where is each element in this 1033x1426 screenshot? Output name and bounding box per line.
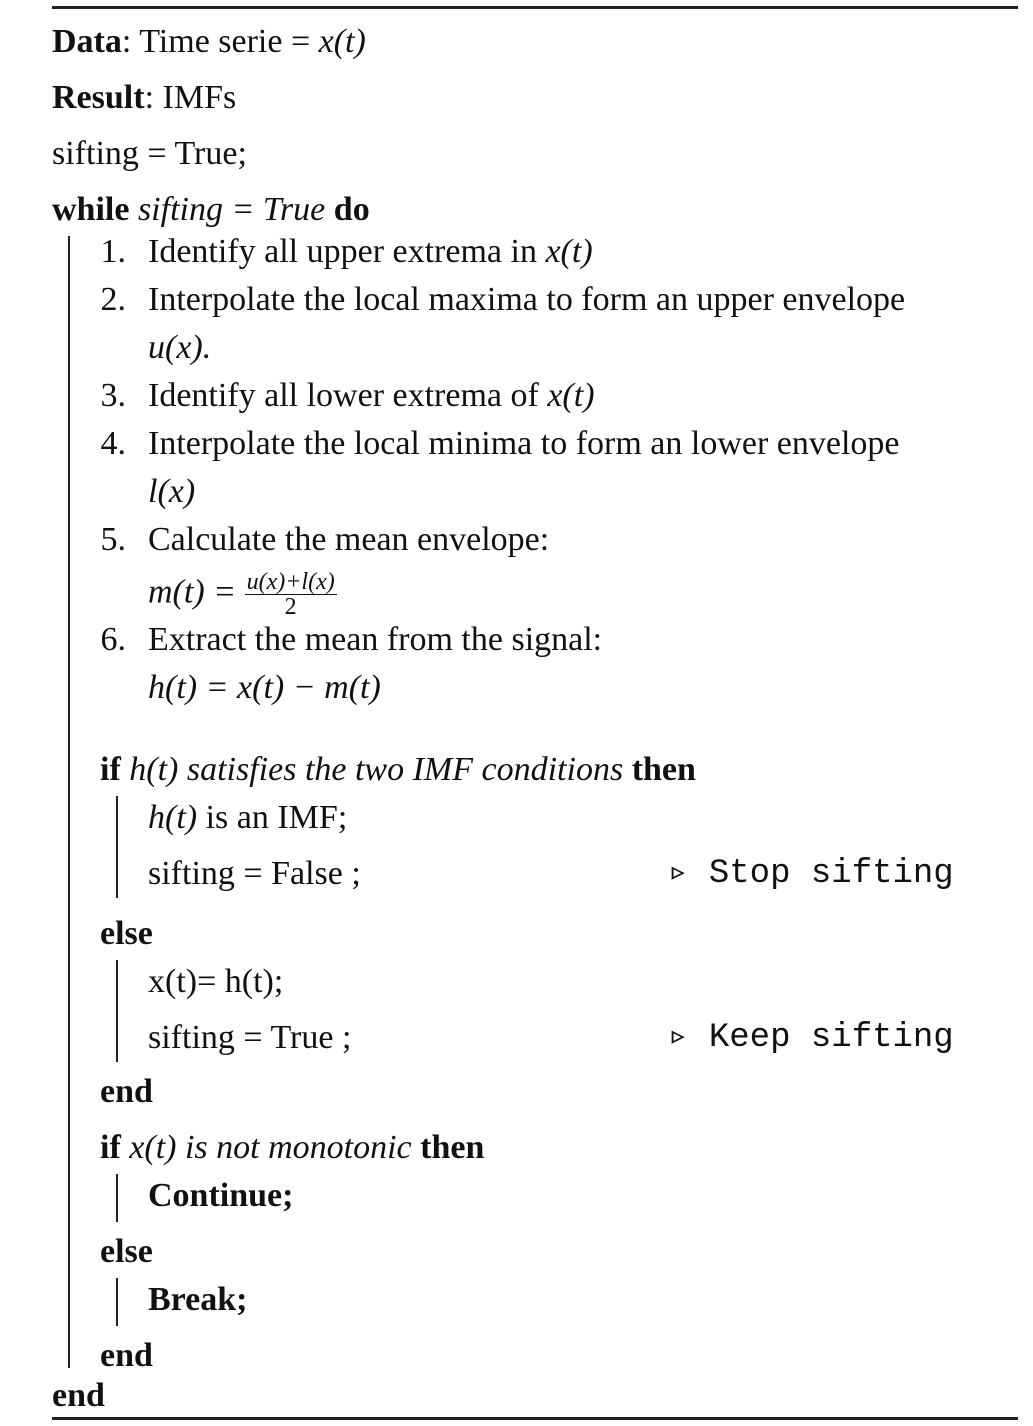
else-1-keyword: else [100,915,153,952]
if-1-stmt-1-text: is an IMF; [197,799,348,836]
step-4-continuation: l(x) [148,473,196,510]
step-5-lhs: m(t) = [148,573,245,611]
mean-fraction [245,570,337,619]
step-1-var: x(t) [545,233,593,270]
if-2-line [100,1128,484,1168]
if-2-keyword: if [100,1129,121,1166]
step-4-number: 4. [100,425,126,462]
init-line [52,134,247,174]
while-keyword: while [52,191,130,228]
if-1-var: h(t) [129,751,179,788]
end-if-1-keyword: end [100,1073,153,1110]
if-1-stmt-2: sifting = False ; [148,855,361,892]
step-6 [148,620,602,660]
data-text: : Time serie = [121,23,319,60]
keep-sifting-comment: ▹ Keep sifting [668,1019,954,1057]
step-4-text: Interpolate the local minima to form an lower envelope [148,425,900,462]
if-2-condition: is not monotonic [176,1129,421,1166]
end-if-2-keyword: end [100,1337,153,1374]
do-keyword: do [333,191,370,228]
if-2-var: x(t) [129,1129,177,1166]
while-line [52,190,370,230]
init-text: sifting = True; [52,135,247,172]
if-1-stmt-1 [148,798,347,838]
step-6-formula: h(t) = x(t) − m(t) [148,669,381,706]
step-2-continuation: u(x). [148,329,212,366]
fraction-numerator: u(x)+l(x) [246,569,335,595]
result-text: : IMFs [144,79,237,116]
end-while-keyword: end [52,1377,105,1414]
if-1-body-bar [116,796,118,898]
step-5-number: 5. [100,521,126,558]
step-3-number: 3. [100,377,126,414]
continue-stmt: Continue; [148,1177,294,1214]
data-line [52,22,366,62]
step-2 [148,280,905,320]
if-1-then: then [631,751,696,788]
while-condition: sifting = True [137,191,326,228]
while-body-bar [68,236,70,1368]
step-3-text: Identify all lower extrema of [148,377,548,414]
else-2-body-bar [116,1278,118,1326]
step-6-number: 6. [100,621,126,658]
step-1-number: 1. [100,233,126,270]
bottom-rule [52,1417,1018,1420]
top-rule [52,6,1018,9]
step-4 [148,424,900,464]
else-2-keyword: else [100,1233,153,1270]
if-1-condition: satisfies the two IMF conditions [178,751,632,788]
stop-sifting-comment: ▹ Stop sifting [668,855,954,893]
data-var: x(t) [318,23,366,60]
if-1-keyword: if [100,751,121,788]
step-3 [148,376,595,416]
if-1-line [100,750,696,790]
break-stmt: Break; [148,1281,248,1318]
result-label: Result [52,79,145,116]
step-5-text: Calculate the mean envelope: [148,521,550,558]
result-line [52,78,236,118]
else-1-stmt-2: sifting = True ; [148,1019,352,1056]
step-6-text: Extract the mean from the signal: [148,621,603,658]
if-2-then: then [420,1129,485,1166]
step-2-number: 2. [100,281,126,318]
step-2-text: Interpolate the local maxima to form an upper envelope [148,281,906,318]
step-1-text: Identify all upper extrema in [148,233,546,270]
data-label: Data [52,23,122,60]
step-3-var: x(t) [547,377,595,414]
step-1 [148,232,593,272]
step-5-formula [148,570,337,619]
else-1-stmt-1: x(t)= h(t); [148,963,284,1000]
else-1-body-bar [116,960,118,1062]
fraction-denominator: 2 [284,594,297,620]
if-1-stmt-1-var: h(t) [148,799,198,836]
if-2-body-bar [116,1174,118,1222]
step-5 [148,520,549,560]
